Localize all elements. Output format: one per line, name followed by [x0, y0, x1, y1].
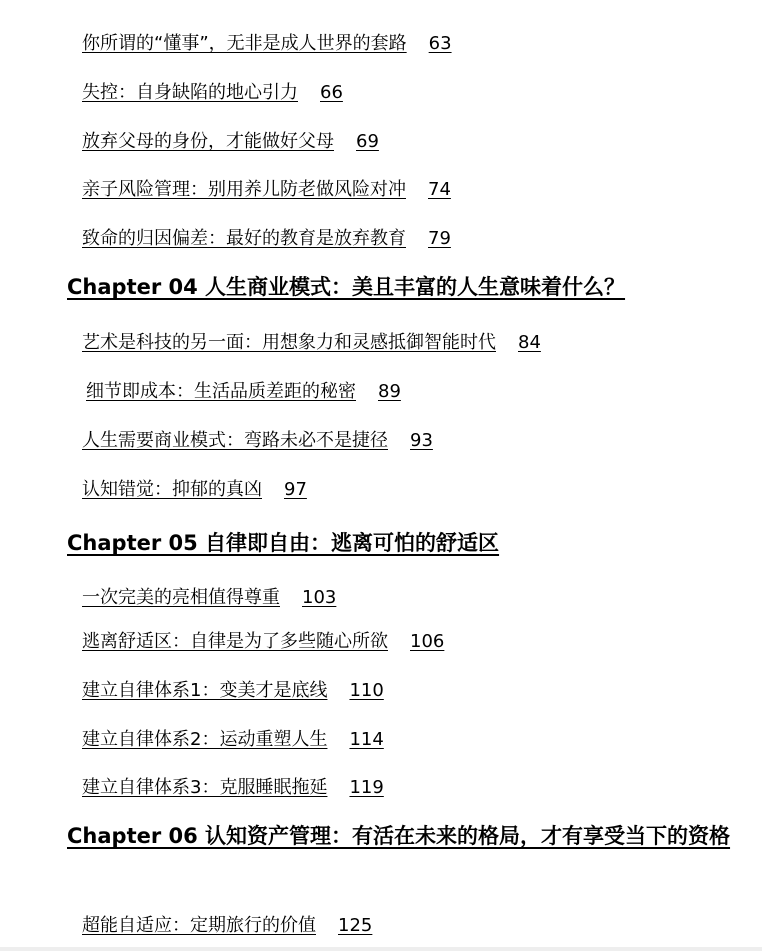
toc-entry-title: 一次完美的亮相值得尊重 [82, 587, 280, 608]
toc-entry-page: 97 [284, 479, 307, 500]
toc-entry-title: 细节即成本：生活品质差距的秘密 [86, 381, 356, 402]
toc-entry-page: 89 [378, 381, 401, 402]
page-bottom-edge [0, 947, 762, 951]
chapter-04-heading[interactable]: Chapter 04 人生商业模式：美且丰富的人生意味着什么？ [67, 275, 626, 299]
toc-entry[interactable] [82, 332, 541, 354]
toc-entry-title: 亲子风险管理：别用养儿防老做风险对冲 [82, 179, 406, 200]
toc-entry-page: 125 [338, 915, 373, 936]
toc-entry[interactable] [82, 777, 384, 799]
toc-entry-title: 你所谓的“懂事”，无非是成人世界的套路 [82, 33, 407, 54]
toc-entry-title: 致命的归因偏差：最好的教育是放弃教育 [82, 228, 406, 249]
toc-entry-title: 人生需要商业模式：弯路未必不是捷径 [82, 430, 388, 451]
toc-entry[interactable] [82, 680, 384, 702]
chapter-06-heading[interactable]: Chapter 06 认知资产管理：有活在未来的格局，才有享受当下的资格 [67, 824, 731, 848]
toc-entry[interactable] [82, 631, 444, 653]
toc-entry[interactable] [86, 381, 401, 403]
toc-entry[interactable] [82, 479, 307, 501]
toc-entry[interactable] [82, 729, 384, 751]
toc-entry-page: 93 [410, 430, 433, 451]
toc-entry-title: 失控：自身缺陷的地心引力 [82, 82, 298, 103]
toc-entry-title: 认知错觉：抑郁的真凶 [82, 479, 262, 500]
toc-entry-title: 建立自律体系3：克服睡眠拖延 [82, 777, 328, 798]
toc-entry[interactable] [82, 430, 433, 452]
toc-entry-page: 103 [302, 587, 337, 608]
chapter-05-heading[interactable]: Chapter 05 自律即自由：逃离可怕的舒适区 [67, 531, 500, 555]
toc-entry[interactable] [82, 33, 452, 55]
toc-entry-title: 建立自律体系1：变美才是底线 [82, 680, 328, 701]
toc-entry[interactable] [82, 587, 336, 609]
toc-entry[interactable] [82, 179, 451, 201]
toc-entry[interactable] [82, 131, 379, 153]
toc-entry-page: 119 [349, 777, 384, 798]
toc-entry-page: 63 [428, 33, 452, 54]
toc-entry[interactable] [82, 228, 451, 250]
toc-entry-page: 110 [349, 680, 384, 701]
toc-entry-title: 建立自律体系2：运动重塑人生 [82, 729, 328, 750]
toc-entry-title: 艺术是科技的另一面：用想象力和灵感抵御智能时代 [82, 332, 496, 353]
toc-entry-page: 84 [518, 332, 541, 353]
toc-entry-title: 放弃父母的身份，才能做好父母 [82, 131, 334, 152]
toc-entry[interactable] [82, 915, 372, 937]
toc-entry-page: 114 [349, 729, 384, 750]
toc-entry-page: 66 [320, 82, 343, 103]
toc-entry-page: 79 [428, 228, 451, 249]
toc-entry-page: 106 [410, 631, 445, 652]
toc-entry-title: 逃离舒适区：自律是为了多些随心所欲 [82, 631, 388, 652]
toc-entry[interactable] [82, 82, 343, 104]
toc-entry-title: 超能自适应：定期旅行的价值 [82, 915, 316, 936]
toc-entry-page: 74 [428, 179, 451, 200]
toc-entry-page: 69 [356, 131, 379, 152]
